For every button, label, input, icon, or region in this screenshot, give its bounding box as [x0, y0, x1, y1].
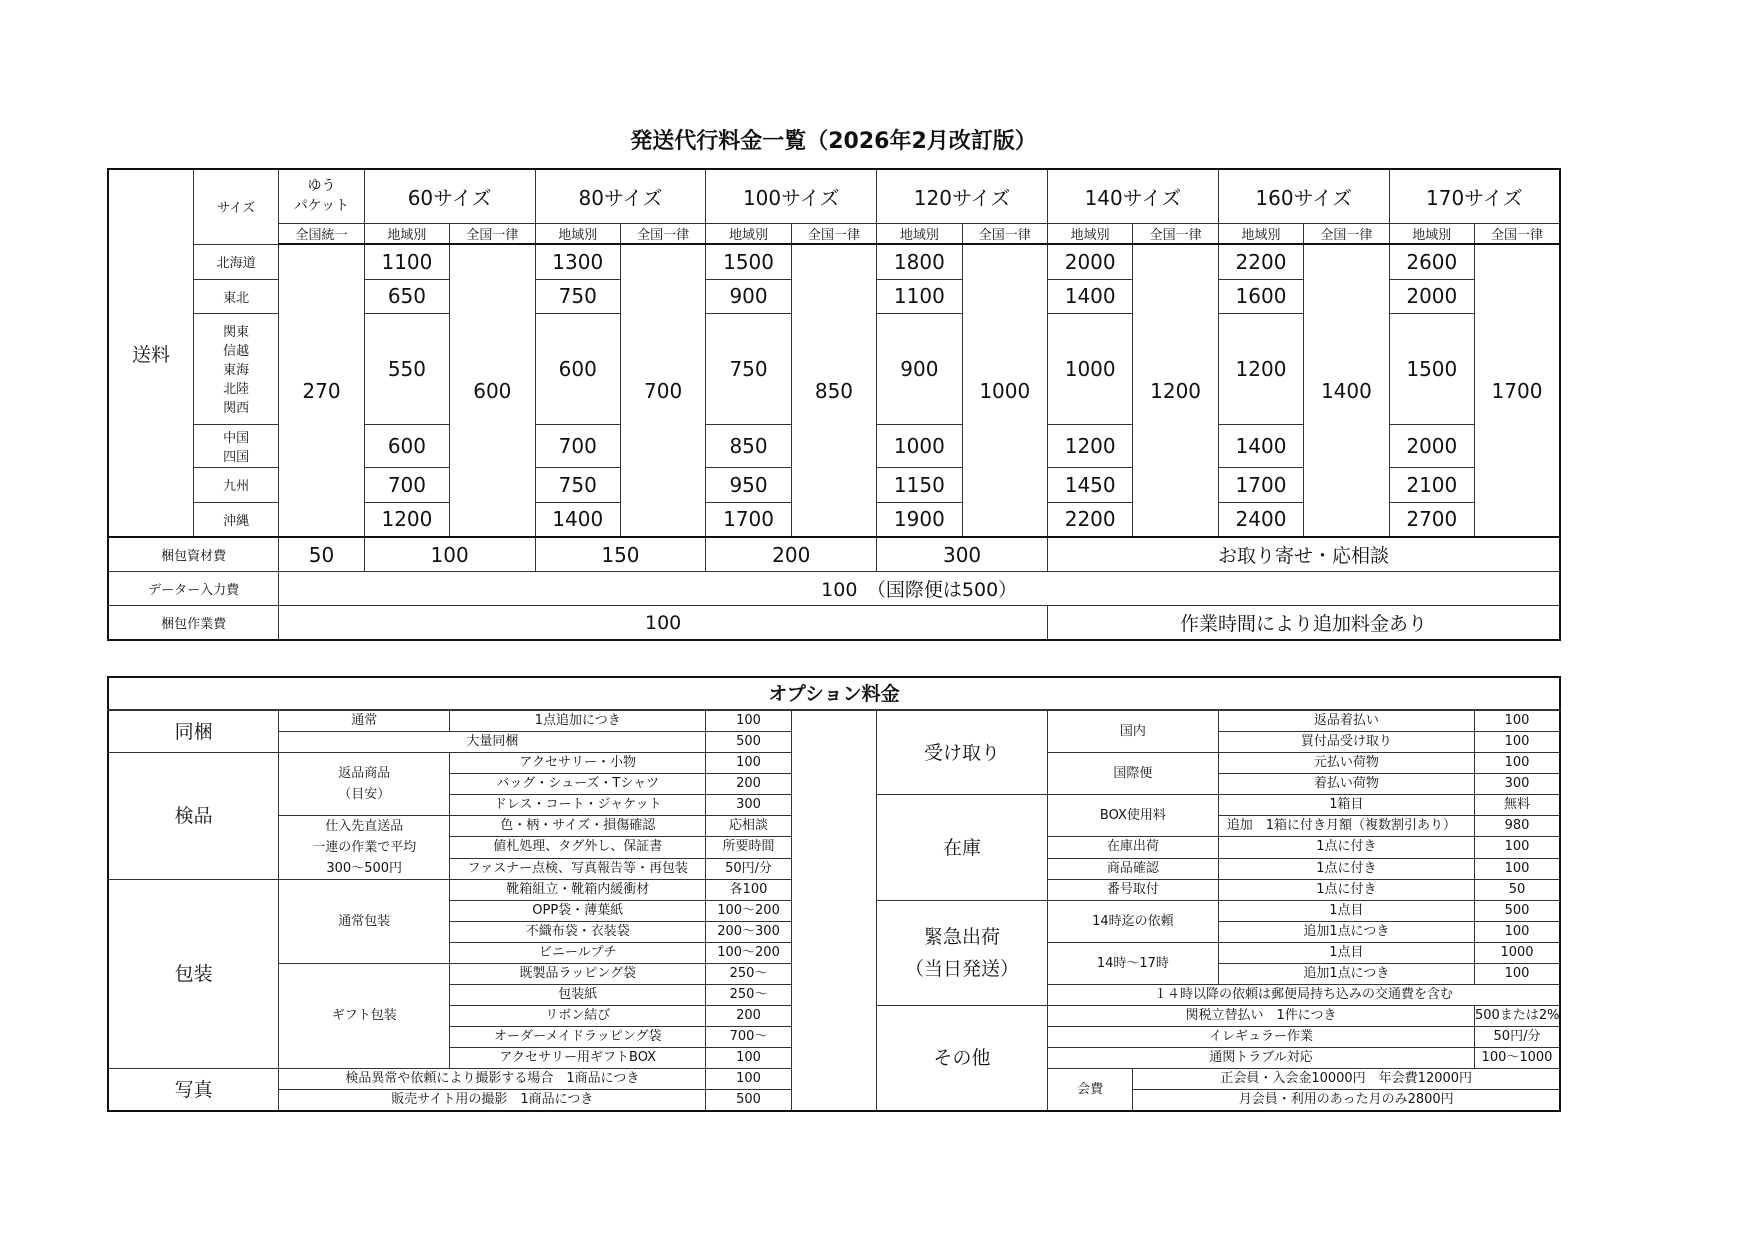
option-price: 100: [1475, 964, 1561, 985]
option-item: OPP袋・薄葉紙: [450, 901, 706, 922]
option-item: 1点目: [1218, 943, 1474, 964]
fee-value: 200: [706, 537, 877, 572]
option-item: アクセサリー・小物: [450, 753, 706, 774]
sub-label: 国内: [1047, 710, 1218, 753]
sub-label: [279, 753, 450, 816]
table-row: [108, 710, 1560, 732]
cell-line: 四国: [223, 449, 250, 465]
region-label: [193, 502, 278, 537]
regional-price: 1700: [1218, 467, 1303, 502]
flat-price: 1700: [1475, 244, 1561, 537]
option-item: 関税立替払い 1件につき: [1047, 1006, 1474, 1027]
category-label: その他: [877, 1006, 1048, 1112]
shipping-fee-table: [107, 168, 1561, 641]
regional-price: 1400: [535, 502, 620, 537]
subheader: 全国一律: [1133, 223, 1218, 244]
option-fee-table: [107, 676, 1561, 1112]
region-label: [193, 467, 278, 502]
regional-price: 1200: [1218, 313, 1303, 424]
option-price: 250〜: [706, 985, 791, 1006]
option-item: 1点に付き: [1218, 858, 1474, 879]
cell-line: 北海道: [216, 256, 256, 271]
option-item: 正会員・入会金10000円 年会費12000円: [1133, 1069, 1560, 1090]
option-price: 100: [706, 710, 791, 732]
size-header: 100サイズ: [706, 169, 877, 223]
sub-label: 国際便: [1047, 753, 1218, 795]
fee-value: お取り寄せ・応相談: [1047, 537, 1560, 572]
option-price: 500または2%: [1475, 1006, 1561, 1027]
regional-price: 2000: [1047, 244, 1132, 279]
category-label: 在庫: [877, 795, 1048, 901]
regional-price: 1200: [1047, 424, 1132, 467]
regional-price: 1900: [877, 502, 962, 537]
cell-line: ゆう: [307, 178, 336, 195]
regional-price: 2400: [1218, 502, 1303, 537]
regional-price: 2600: [1389, 244, 1474, 279]
regional-price: 550: [364, 313, 449, 424]
option-price: 50: [1475, 880, 1561, 901]
fee-value: 作業時間により追加料金あり: [1047, 606, 1560, 641]
fee-value: 150: [535, 537, 706, 572]
regional-price: 1400: [1047, 279, 1132, 313]
regional-price: 1200: [364, 502, 449, 537]
regional-price: 2200: [1218, 244, 1303, 279]
flat-price: 600: [450, 244, 535, 537]
subheader: 全国統一: [279, 223, 364, 244]
regional-price: 1600: [1218, 279, 1303, 313]
subheader: 全国一律: [620, 223, 705, 244]
table-row: [108, 244, 1560, 279]
regional-price: 2100: [1389, 467, 1474, 502]
option-item: ドレス・コート・ジャケット: [450, 795, 706, 816]
regional-price: 1150: [877, 467, 962, 502]
option-item: 商品確認: [1047, 858, 1218, 879]
page-title: 発送代行料金一覧（2026年2月改訂版）: [630, 129, 1037, 154]
flat-price: 700: [620, 244, 705, 537]
option-item: 1箱目: [1218, 795, 1474, 816]
option-item: 色・柄・サイズ・損傷確認: [450, 816, 706, 837]
option-item: 大量同梱: [279, 732, 706, 753]
regional-price: 750: [535, 279, 620, 313]
option-item: 1点追加につき: [450, 710, 706, 732]
subheader: 地域別: [1047, 223, 1132, 244]
fee-value: 50: [279, 537, 364, 572]
subheader: 全国一律: [791, 223, 876, 244]
regional-price: 950: [706, 467, 791, 502]
flat-price: 1400: [1304, 244, 1389, 537]
region-label: [193, 313, 278, 424]
regional-price: 600: [364, 424, 449, 467]
cell-line: 東北: [223, 290, 250, 306]
option-item: 販売サイト用の撮影 1商品につき: [279, 1090, 706, 1112]
option-price: 100: [1475, 922, 1561, 943]
cell-line: 関西: [223, 401, 250, 416]
fee-label: 梱包資材費: [108, 537, 279, 572]
option-item: 不織布袋・衣装袋: [450, 922, 706, 943]
category-label: 同梱: [108, 710, 279, 753]
regional-price: 2200: [1047, 502, 1132, 537]
flat-price: 1200: [1133, 244, 1218, 537]
option-item: 1点に付き: [1218, 837, 1474, 858]
option-price: 100: [1475, 837, 1561, 858]
flat-price: 850: [791, 244, 876, 537]
regional-price: 1100: [877, 279, 962, 313]
option-price: 980: [1475, 816, 1561, 837]
option-item: ビニールプチ: [450, 943, 706, 964]
regional-price: 1500: [706, 244, 791, 279]
regional-price: 2700: [1389, 502, 1474, 537]
option-item: バッグ・シューズ・Tシャツ: [450, 774, 706, 795]
regional-price: 650: [364, 279, 449, 313]
regional-price: 2000: [1389, 424, 1474, 467]
options-title: オプション料金: [108, 677, 1560, 710]
option-price: 100〜200: [706, 901, 791, 922]
option-price: 700〜: [706, 1027, 791, 1048]
option-price: 200: [706, 774, 791, 795]
table-row: [108, 223, 1560, 244]
option-item: 既製品ラッピング袋: [450, 964, 706, 985]
category-label: 受け取り: [877, 710, 1048, 795]
option-price: 応相談: [706, 816, 791, 837]
cell-line: パケット: [293, 198, 350, 215]
option-price: 無料: [1475, 795, 1561, 816]
spacer: [791, 710, 876, 1111]
regional-price: 1400: [1218, 424, 1303, 467]
option-price: 100: [1475, 732, 1561, 753]
flat-price: 1000: [962, 244, 1047, 537]
option-item: イレギュラー作業: [1047, 1027, 1474, 1048]
cell-line: 返品商品: [338, 766, 391, 781]
option-price: 50円/分: [1475, 1027, 1561, 1048]
sub-label: 通常: [279, 710, 450, 732]
regional-price: 850: [706, 424, 791, 467]
subheader: 全国一律: [1304, 223, 1389, 244]
option-price: 100: [706, 753, 791, 774]
subheader: 地域別: [877, 223, 962, 244]
option-item: 1点目: [1218, 901, 1474, 922]
option-item: 元払い荷物: [1218, 753, 1474, 774]
sub-label: 14時〜17時: [1047, 943, 1218, 985]
regional-price: 700: [364, 467, 449, 502]
sub-label: [279, 816, 450, 880]
option-price: 100: [1475, 858, 1561, 879]
size-header: 140サイズ: [1047, 169, 1218, 223]
regional-price: 1800: [877, 244, 962, 279]
option-note: １４時以降の依頼は郵便局持ち込みの交通費を含む: [1047, 985, 1560, 1006]
option-price: 100: [706, 1069, 791, 1090]
subheader: 地域別: [1389, 223, 1474, 244]
table-row: [108, 606, 1560, 641]
cell-line: 東海: [223, 363, 250, 378]
option-price: 500: [706, 732, 791, 753]
fee-value: 300: [877, 537, 1048, 572]
option-item: 1点に付き: [1218, 880, 1474, 901]
option-item: 在庫出荷: [1047, 837, 1218, 858]
yu-packet-price: 270: [279, 244, 364, 537]
sub-label: 14時迄の依頼: [1047, 901, 1218, 943]
regional-price: 1100: [364, 244, 449, 279]
size-header: 60サイズ: [364, 169, 535, 223]
sub-label: BOX使用料: [1047, 795, 1218, 837]
shipping-label: 送料: [108, 169, 193, 537]
cell-line: （当日発送）: [905, 958, 1020, 980]
regional-price: 900: [877, 313, 962, 424]
regional-price: 1500: [1389, 313, 1474, 424]
option-price: 500: [706, 1090, 791, 1112]
cell-line: 沖縄: [223, 513, 250, 529]
sub-label: 通常包装: [279, 880, 450, 964]
regional-price: 1000: [1047, 313, 1132, 424]
option-item: 靴箱組立・靴箱内緩衝材: [450, 880, 706, 901]
fee-label: 梱包作業費: [108, 606, 279, 641]
cell-line: 九州: [223, 479, 250, 494]
size-header: 170サイズ: [1389, 169, 1560, 223]
region-label: [193, 244, 278, 279]
option-item: 着払い荷物: [1218, 774, 1474, 795]
option-price: 50円/分: [706, 858, 791, 879]
option-item: 通関トラブル対応: [1047, 1048, 1474, 1069]
option-price: 100: [1475, 753, 1561, 774]
size-header: 160サイズ: [1218, 169, 1389, 223]
cell-line: 緊急出荷: [924, 926, 1001, 948]
table-row: [108, 537, 1560, 572]
option-item: 包装紙: [450, 985, 706, 1006]
option-item: ファスナー点検、写真報告等・再包装: [450, 858, 706, 879]
option-price: 100: [1475, 710, 1561, 732]
fee-value: 100 （国際便は500）: [279, 572, 1560, 606]
option-price: 500: [1475, 901, 1561, 922]
subheader: 全国一律: [1475, 223, 1561, 244]
regional-price: 1300: [535, 244, 620, 279]
option-item: アクセサリー用ギフトBOX: [450, 1048, 706, 1069]
regional-price: 750: [535, 467, 620, 502]
option-item: 月会員・利用のあった月のみ2800円: [1133, 1090, 1560, 1112]
category-label: 検品: [108, 753, 279, 880]
category-label: [877, 901, 1048, 1006]
sub-label: 会費: [1047, 1069, 1132, 1112]
subheader: 地域別: [706, 223, 791, 244]
option-item: 番号取付: [1047, 880, 1218, 901]
size-header: 80サイズ: [535, 169, 706, 223]
option-item: 返品着払い: [1218, 710, 1474, 732]
table-row: [108, 169, 1560, 223]
region-label: [193, 424, 278, 467]
yu-packet-header: [279, 169, 364, 223]
option-price: 各100: [706, 880, 791, 901]
subheader: 地域別: [364, 223, 449, 244]
option-item: オーダーメイドラッピング袋: [450, 1027, 706, 1048]
option-item: 追加1点につき: [1218, 964, 1474, 985]
option-price: 300: [1475, 774, 1561, 795]
option-item: 買付品受け取り: [1218, 732, 1474, 753]
cell-line: 北陸: [223, 382, 250, 397]
cell-line: （目安）: [338, 787, 391, 802]
option-price: 250〜: [706, 964, 791, 985]
regional-price: 900: [706, 279, 791, 313]
option-price: 300: [706, 795, 791, 816]
option-price: 200〜300: [706, 922, 791, 943]
size-header: 120サイズ: [877, 169, 1048, 223]
option-item: 追加1点につき: [1218, 922, 1474, 943]
subheader: 地域別: [1218, 223, 1303, 244]
table-row: [108, 572, 1560, 606]
option-item: リボン結び: [450, 1006, 706, 1027]
cell-line: 信越: [223, 344, 250, 359]
option-price: 所要時間: [706, 837, 791, 858]
regional-price: 700: [535, 424, 620, 467]
option-price: 1000: [1475, 943, 1561, 964]
regional-price: 2000: [1389, 279, 1474, 313]
option-price: 100: [706, 1048, 791, 1069]
option-price: 200: [706, 1006, 791, 1027]
cell-line: 一連の作業で平均: [312, 840, 417, 855]
option-item: 追加 1箱に付き月額（複数割引あり）: [1218, 816, 1474, 837]
cell-line: 中国: [223, 430, 250, 446]
cell-line: 300〜500円: [326, 861, 403, 876]
regional-price: 1450: [1047, 467, 1132, 502]
table-row: [108, 677, 1560, 710]
category-label: 包装: [108, 880, 279, 1069]
cell-line: 関東: [223, 325, 250, 340]
regional-price: 750: [706, 313, 791, 424]
regional-price: 1700: [706, 502, 791, 537]
region-label: [193, 279, 278, 313]
category-label: 写真: [108, 1069, 279, 1112]
fee-label: データー入力費: [108, 572, 279, 606]
subheader: 全国一律: [962, 223, 1047, 244]
option-item: 検品異常や依頼により撮影する場合 1商品につき: [279, 1069, 706, 1090]
regional-price: 600: [535, 313, 620, 424]
sub-label: ギフト包装: [279, 964, 450, 1069]
option-price: 100〜1000: [1475, 1048, 1561, 1069]
fee-value: 100: [364, 537, 535, 572]
subheader: 全国一律: [450, 223, 535, 244]
fee-value: 100: [279, 606, 1048, 641]
cell-line: 仕入先直送品: [325, 819, 404, 834]
option-item: 値札処理、タグ外し、保証書: [450, 837, 706, 858]
regional-price: 1000: [877, 424, 962, 467]
option-price: 100〜200: [706, 943, 791, 964]
size-header: サイズ: [193, 169, 278, 244]
subheader: 地域別: [535, 223, 620, 244]
